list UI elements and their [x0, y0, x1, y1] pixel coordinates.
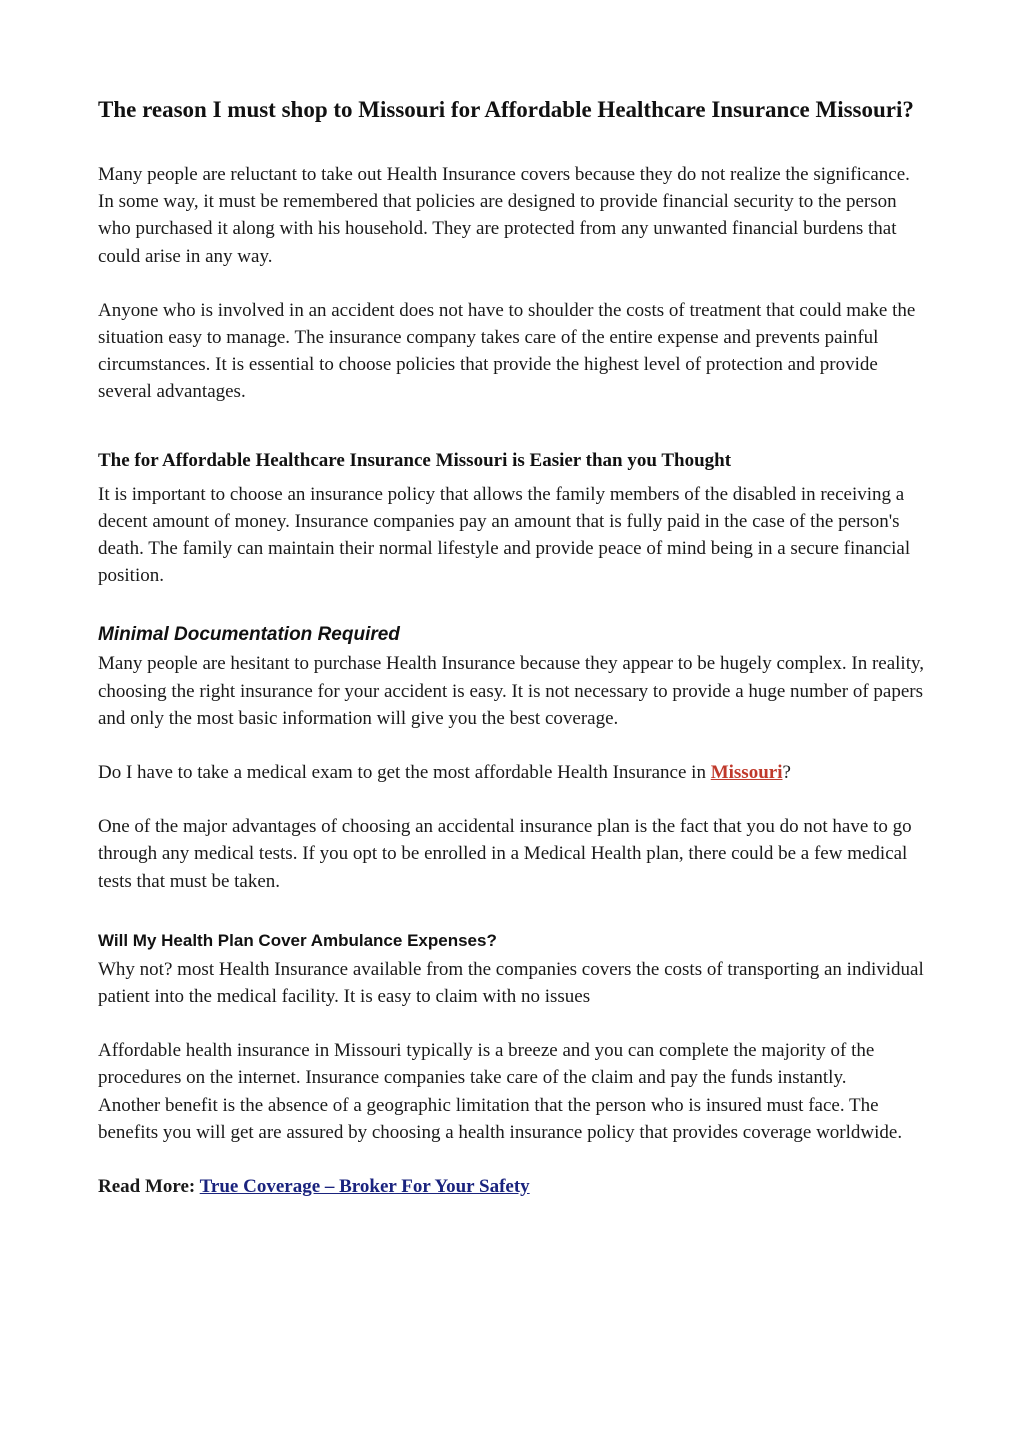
- section-heading-ambulance: Will My Health Plan Cover Ambulance Expenses?: [98, 930, 497, 950]
- missouri-link[interactable]: Missouri: [710, 762, 783, 784]
- read-more-link[interactable]: True Coverage – Broker For Your Safety: [199, 1176, 530, 1198]
- paragraph-accident: Anyone who is involved in an accident does not have to shoulder the costs of treatment that could make the situation easy to manage. The insurance company takes care of the entire expense and prevents painful circumstances. It is essential to choose policies that provide the highest level of protection and provide several advantages.: [98, 299, 916, 403]
- paragraph-intro: Many people are reluctant to take out Health Insurance covers because they do not realize the significance. In some way, it must be remembered that policies are designed to provide financial security to the person who purchased it along with his household. They are protected from any unwanted financial burdens that could arise in any way.: [98, 164, 910, 267]
- read-more-label: Read More:: [98, 1176, 200, 1198]
- paragraph-documentation: Many people are hesitant to purchase Health Insurance because they appear to be hugely complex. In reality, choosing the right insurance for your accident is easy. It is not necessary to provide a huge number of papers and only the most basic information will give you the best coverage.: [98, 653, 924, 729]
- section-heading-documentation: Minimal Documentation Required: [98, 624, 400, 646]
- paragraph-online-claims: Affordable health insurance in Missouri typically is a breeze and you can complete the majority of the procedures on the internet. Insurance companies take care of the claim and pay the funds instantly.: [98, 1040, 875, 1089]
- section-heading-easier: The for Affordable Healthcare Insurance Missouri is Easier than you Thought: [98, 449, 732, 471]
- paragraph-worldwide: Another benefit is the absence of a geographic limitation that the person who is insured must face. The benefits you will get are assured by choosing a health insurance policy that provides coverage worldwide.: [98, 1094, 903, 1143]
- document-page: [98, 96, 928, 1200]
- paragraph-ambulance: Why not? most Health Insurance available from the companies covers the costs of transporting an individual patient into the medical facility. It is easy to claim with no issues: [98, 958, 924, 1008]
- question-mark: ?: [782, 762, 791, 784]
- paragraph-family: It is important to choose an insurance policy that allows the family members of the disabled in receiving a decent amount of money. Insurance companies pay an amount that is fully paid in the case of the person's death. The family can maintain their normal lifestyle and provide peace of mind being in a secure financial position.: [98, 483, 911, 587]
- question-text: Do I have to take a medical exam to get the most affordable Health Insurance in: [98, 762, 711, 784]
- read-more-line: [98, 1173, 928, 1200]
- page-title: The reason I must shop to Missouri for Affordable Healthcare Insurance Missouri?: [98, 97, 914, 122]
- paragraph-medical-exam-question: [98, 759, 928, 786]
- paragraph-medical-tests: One of the major advantages of choosing an accidental insurance plan is the fact that you do not have to go through any medical tests. If you opt to be enrolled in a Medical Health plan, there could be a few medical tests that must be taken.: [98, 816, 912, 892]
